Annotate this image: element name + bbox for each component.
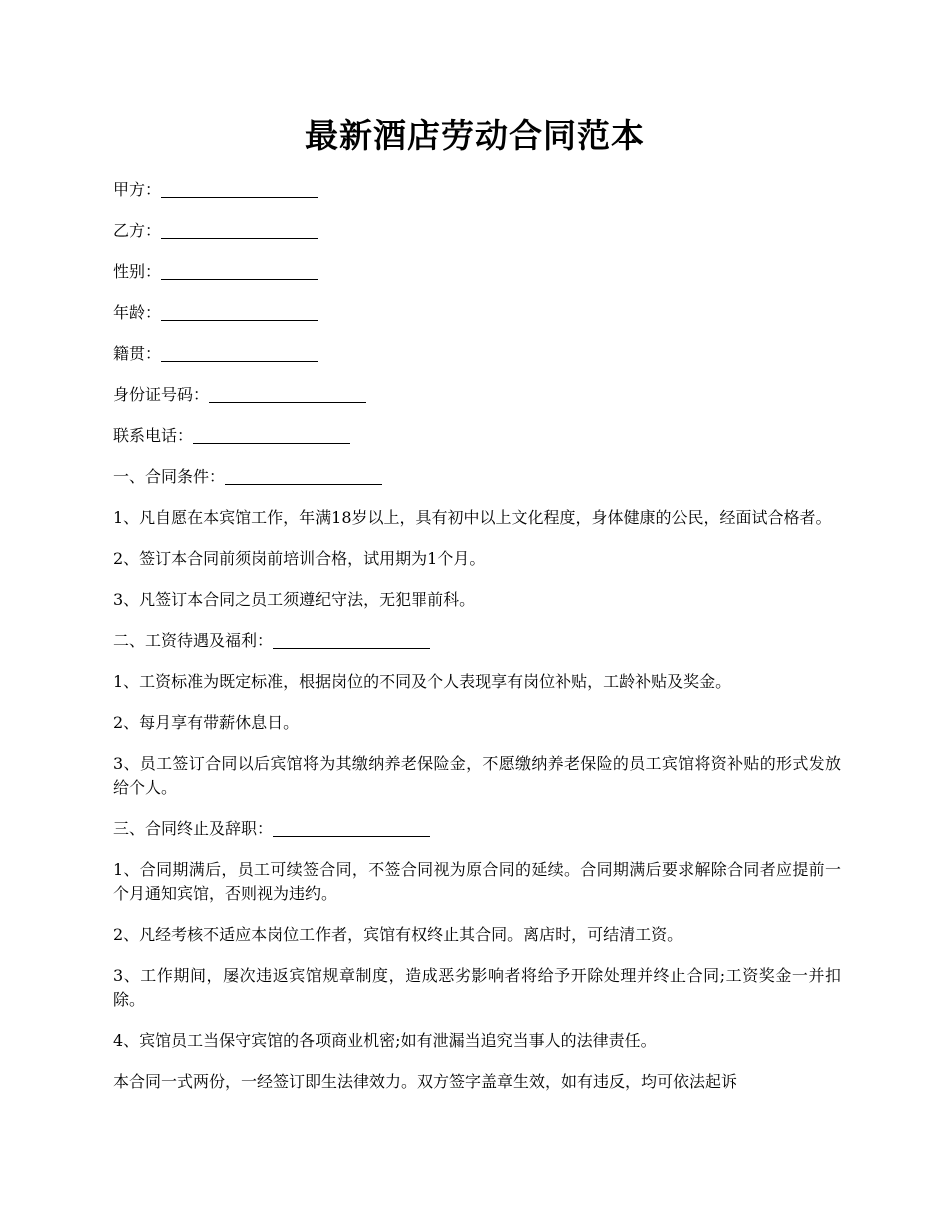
clause: 2、凡经考核不适应本岗位工作者，宾馆有权终止其合同。离店时，可结清工资。: [113, 925, 684, 944]
section-heading: [113, 465, 841, 489]
clause: 3、员工签订合同以后宾馆将为其缴纳养老保险金，不愿缴纳养老保险的员工宾馆将资补贴的形式发放给个人。: [113, 754, 841, 797]
field-label: 年龄：: [113, 303, 162, 322]
fill-blank: [209, 386, 366, 403]
fill-blank: [225, 468, 382, 485]
field-phone: [113, 424, 841, 448]
document-body: [113, 178, 841, 1111]
fill-blank: [273, 632, 430, 649]
section-heading-text: 一、合同条件：: [113, 467, 226, 486]
fill-blank: [161, 304, 318, 321]
field-gender: [113, 260, 841, 284]
fill-blank: [161, 181, 318, 198]
clause: 1、凡自愿在本宾馆工作，年满18岁以上，具有初中以上文化程度，身体健康的公民，经面试合格者。: [113, 508, 832, 527]
clause: 4、宾馆员工当保守宾馆的各项商业机密;如有泄漏当追究当事人的法律责任。: [113, 1031, 657, 1050]
clause: 2、签订本合同前须岗前培训合格，试用期为1个月。: [113, 549, 486, 568]
field-native-place: [113, 342, 841, 366]
field-party-b: [113, 219, 841, 243]
field-label: 甲方：: [113, 180, 162, 199]
clause: 1、合同期满后，员工可续签合同，不签合同视为原合同的延续。合同期满后要求解除合同者应提前一个月通知宾馆，否则视为违约。: [113, 860, 841, 903]
field-party-a: [113, 178, 841, 202]
section-heading-text: 二、工资待遇及福利：: [113, 631, 274, 650]
field-label: 联系电话：: [113, 426, 194, 445]
field-label: 乙方：: [113, 221, 162, 240]
field-age: [113, 301, 841, 325]
fill-blank: [193, 427, 350, 444]
field-id-number: [113, 383, 841, 407]
field-label: 性别：: [113, 262, 162, 281]
field-label: 籍贯：: [113, 344, 162, 363]
clause: 2、每月享有带薪休息日。: [113, 713, 300, 732]
clause: 1、工资标准为既定标准，根据岗位的不同及个人表现享有岗位补贴，工龄补贴及奖金。: [113, 672, 732, 691]
closing-paragraph: 本合同一式两份，一经签订即生法律效力。双方签字盖章生效，如有违反，均可依法起诉: [113, 1072, 738, 1091]
fill-blank: [273, 820, 430, 837]
document-title: 最新酒店劳动合同范本: [305, 116, 645, 155]
fill-blank: [161, 345, 318, 362]
fill-blank: [161, 222, 318, 239]
fill-blank: [161, 263, 318, 280]
section-heading: [113, 629, 841, 653]
section-heading-text: 三、合同终止及辞职：: [113, 819, 274, 838]
section-heading: [113, 817, 841, 841]
clause: 3、凡签订本合同之员工须遵纪守法，无犯罪前科。: [113, 590, 476, 609]
field-label: 身份证号码：: [113, 385, 210, 404]
clause: 3、工作期间，屡次违返宾馆规章制度，造成恶劣影响者将给予开除处理并终止合同;工资奖金一并扣除。: [113, 966, 841, 1009]
